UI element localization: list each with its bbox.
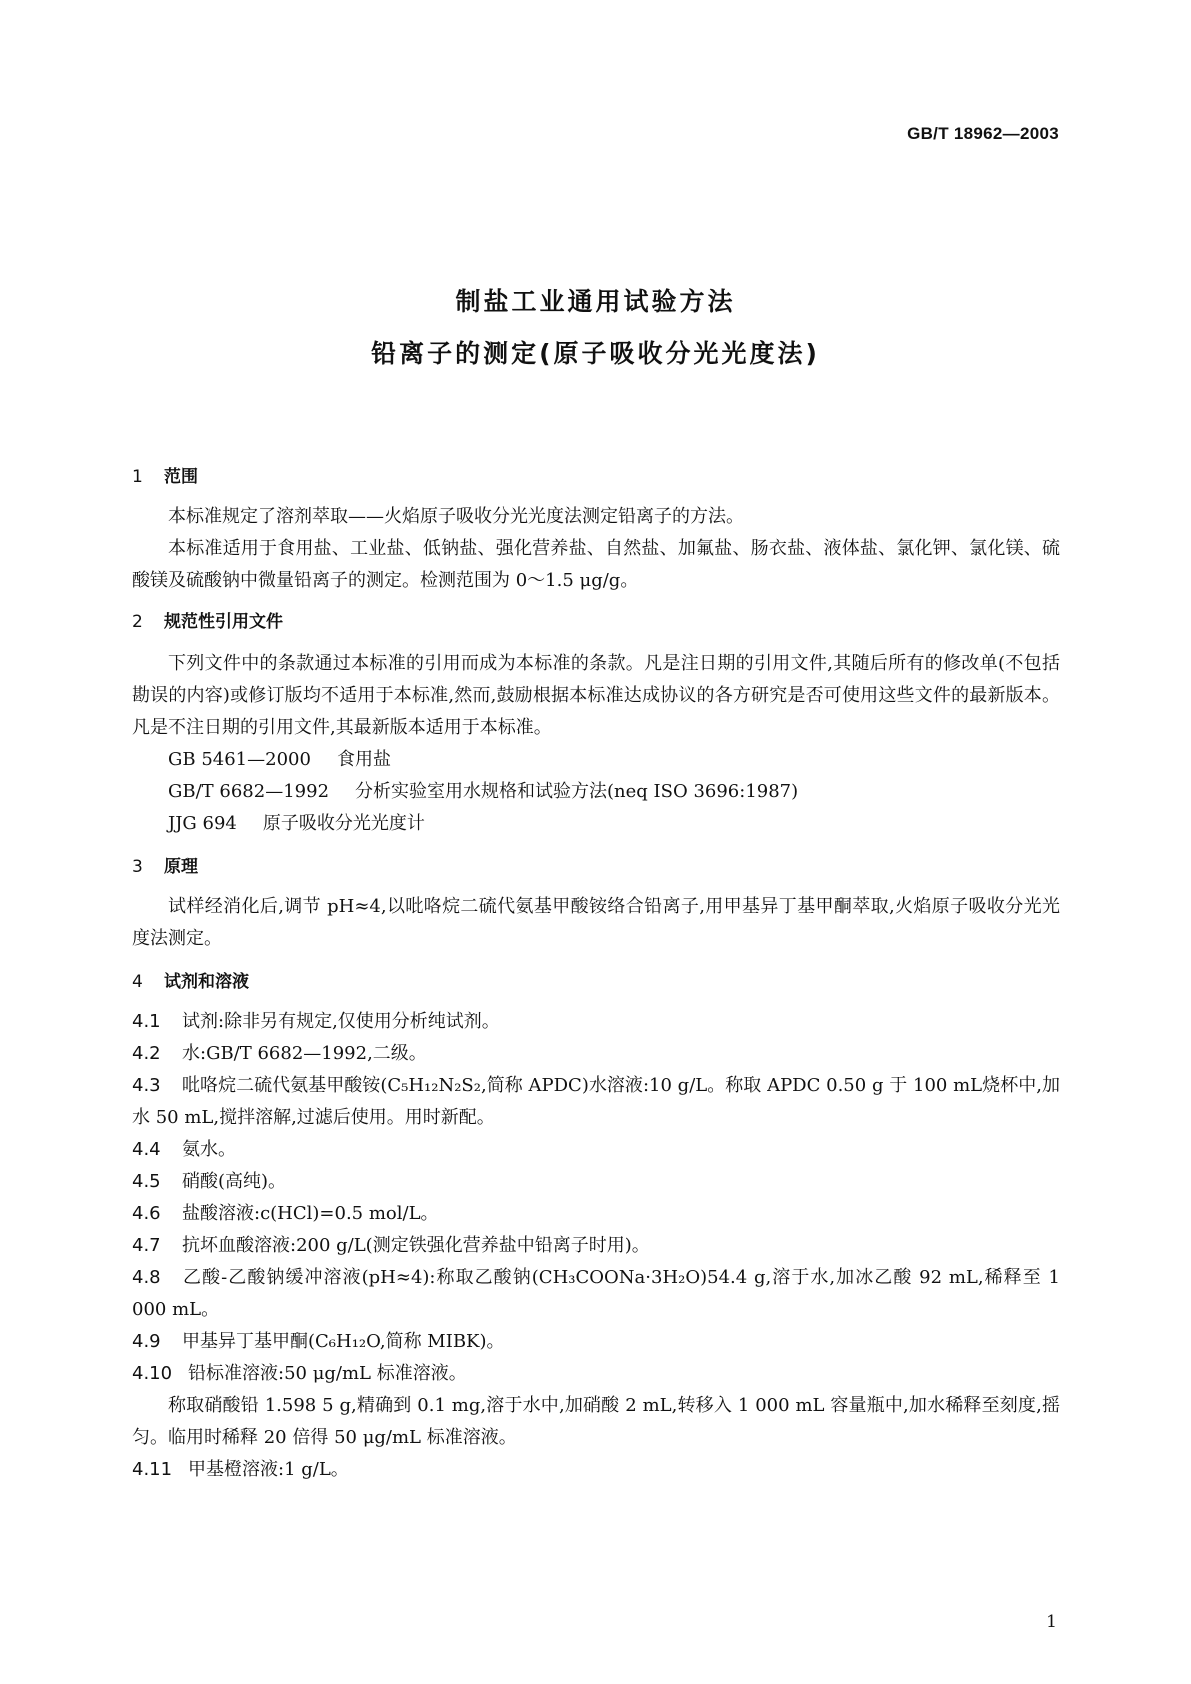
page-number: 1 — [1046, 1612, 1057, 1632]
list-item: 4.9 甲基异丁基甲酮(C₆H₁₂O,简称 MIBK)。 — [132, 1331, 505, 1352]
document-subtitle: 铅离子的测定(原子吸收分光光度法) — [371, 339, 820, 368]
document-body — [132, 462, 1060, 1486]
paragraph: 下列文件中的条款通过本标准的引用而成为本标准的条款。凡是注日期的引用文件,其随后所有的修改单(不包括勘误的内容)或修订版均不适用于本标准,然而,鼓励根据本标准达成协议的各方研究是否可使用这些文件的最新版本。凡是不注日期的引用文件,其最新版本适用于本标准。 — [132, 653, 1060, 738]
list-item: 4.10 铅标准溶液:50 μg/mL 标准溶液。 — [132, 1363, 467, 1384]
list-item: 4.6 盐酸溶液:c(HCl)=0.5 mol/L。 — [132, 1203, 439, 1224]
reference-item: GB/T 6682—1992 分析实验室用水规格和试验方法(neq ISO 3696:1987) — [168, 781, 799, 802]
standard-code: GB/T 18962—2003 — [907, 124, 1059, 143]
list-item: 4.2 水:GB/T 6682—1992,二级。 — [132, 1043, 427, 1064]
list-item: 4.4 氨水。 — [132, 1139, 236, 1160]
list-item: 4.11 甲基橙溶液:1 g/L。 — [132, 1459, 349, 1480]
reference-item: GB 5461—2000 食用盐 — [168, 749, 391, 770]
paragraph: 试样经消化后,调节 pH≈4,以吡咯烷二硫代氨基甲酸铵络合铅离子,用甲基异丁基甲酮萃取,火焰原子吸收分光光度法测定。 — [132, 896, 1060, 949]
list-item: 4.8 乙酸-乙酸钠缓冲溶液(pH≈4):称取乙酸钠(CH₃COONa·3H₂O)54.4 g,溶于水,加冰乙酸 92 mL,稀释至 1 000 mL。 — [132, 1267, 1060, 1320]
section-heading-reagents: 4 试剂和溶液 — [132, 972, 249, 992]
paragraph: 本标准适用于食用盐、工业盐、低钠盐、强化营养盐、自然盐、加氟盐、肠衣盐、液体盐、氯化钾、氯化镁、硫酸镁及硫酸钠中微量铅离子的测定。检测范围为 0～1.5 μg/g。 — [132, 538, 1060, 591]
document-title: 制盐工业通用试验方法 — [455, 287, 736, 316]
list-item: 4.1 试剂:除非另有规定,仅使用分析纯试剂。 — [132, 1011, 500, 1032]
section-heading-scope: 1 范围 — [132, 467, 198, 487]
list-item: 4.7 抗坏血酸溶液:200 g/L(测定铁强化营养盐中铅离子时用)。 — [132, 1235, 650, 1256]
section-heading-principle: 3 原理 — [132, 857, 198, 877]
paragraph: 称取硝酸铅 1.598 5 g,精确到 0.1 mg,溶于水中,加硝酸 2 mL,转移入 1 000 mL 容量瓶中,加水稀释至刻度,摇匀。临用时稀释 20 倍得 50 μg/mL 标准溶液。 — [132, 1395, 1060, 1448]
section-heading-normative-references: 2 规范性引用文件 — [132, 612, 283, 632]
reference-item: JJG 694 原子吸收分光光度计 — [168, 813, 425, 834]
paragraph: 本标准规定了溶剂萃取——火焰原子吸收分光光度法测定铅离子的方法。 — [168, 506, 744, 527]
list-item: 4.5 硝酸(高纯)。 — [132, 1171, 287, 1192]
list-item: 4.3 吡咯烷二硫代氨基甲酸铵(C₅H₁₂N₂S₂,简称 APDC)水溶液:10 g/L。称取 APDC 0.50 g 于 100 mL烧杯中,加水 50 mL,搅拌溶解,过滤后使用。用时新配。 — [132, 1075, 1060, 1128]
